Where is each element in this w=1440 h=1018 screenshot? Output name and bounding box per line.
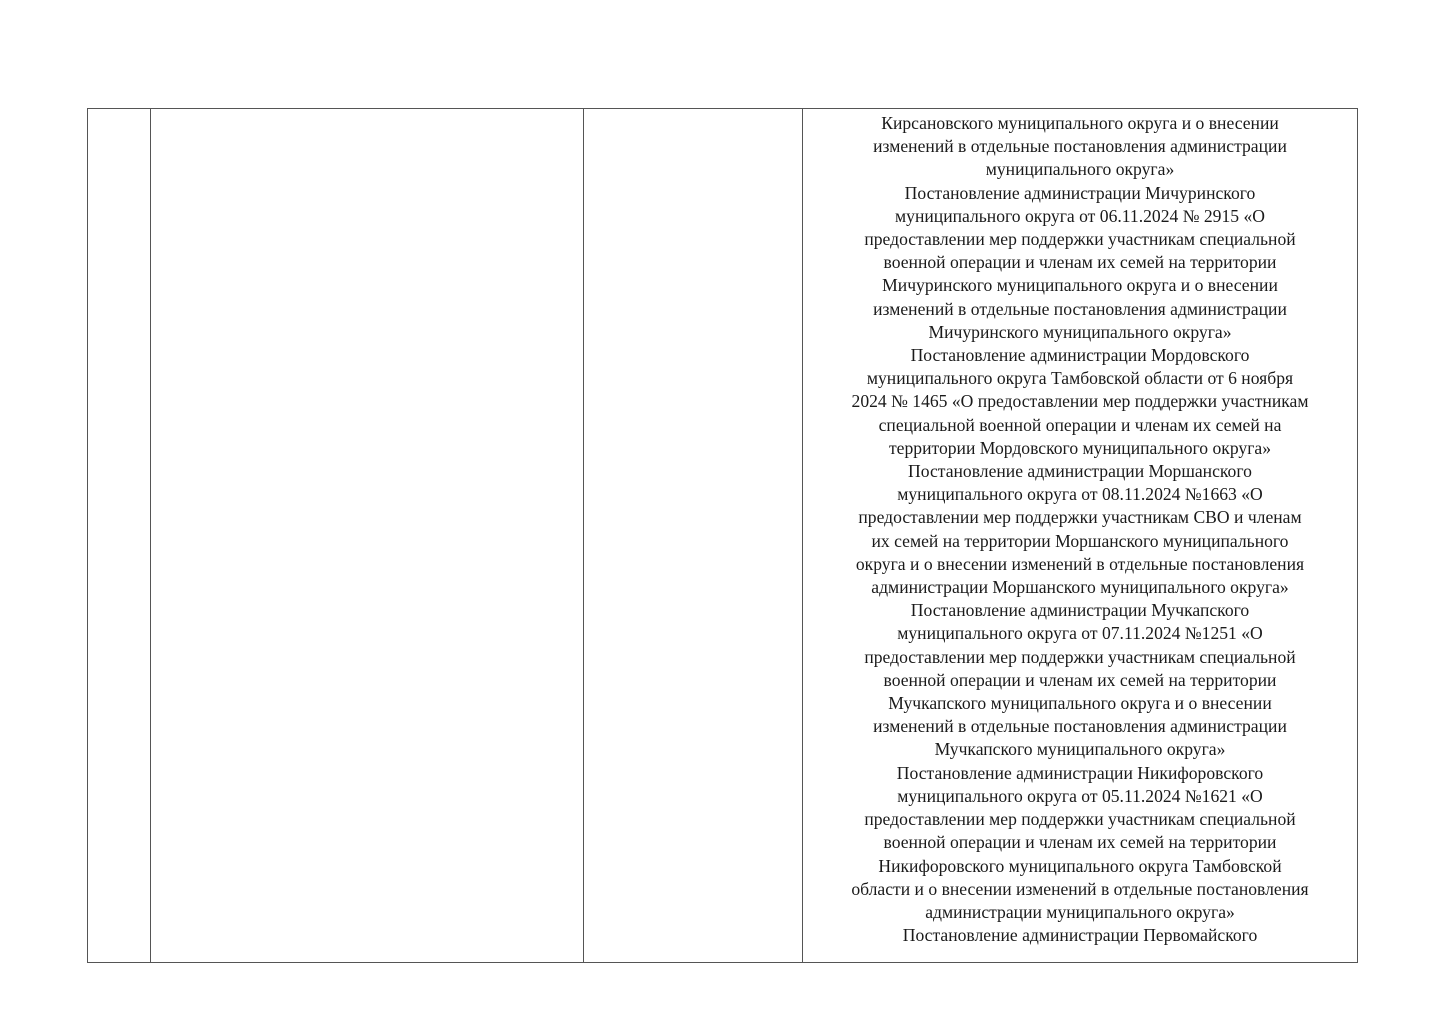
legal-act-line: Мучкапского муниципального округа и о внесении bbox=[888, 693, 1272, 714]
legal-act-line: военной операции и членам их семей на территории bbox=[883, 832, 1277, 853]
table-cell-number bbox=[88, 109, 151, 963]
legal-act-line: муниципального округа от 07.11.2024 №1251 «О bbox=[897, 623, 1263, 644]
legal-act-line: муниципального округа» bbox=[985, 159, 1175, 180]
legal-act-line: изменений в отдельные постановления администрации bbox=[873, 298, 1287, 319]
table-cell-details bbox=[584, 109, 803, 963]
legal-act-line: изменений в отдельные постановления администрации bbox=[873, 136, 1287, 157]
legal-act-line: округа и о внесении изменений в отдельные постановления bbox=[855, 553, 1305, 574]
legal-act-line: предоставлении мер поддержки участникам специальной bbox=[864, 809, 1296, 830]
legal-act-line: муниципального округа от 08.11.2024 №1663 «О bbox=[897, 484, 1263, 505]
legal-act-line: администрации Моршанского муниципального округа» bbox=[871, 577, 1289, 598]
legal-act-line: муниципального округа от 05.11.2024 №1621 «О bbox=[897, 785, 1263, 806]
legal-act-line: предоставлении мер поддержки участникам СВО и членам bbox=[858, 507, 1302, 528]
legal-act-line: военной операции и членам их семей на территории bbox=[883, 252, 1277, 273]
table-row bbox=[88, 109, 1358, 963]
legal-act-line: муниципального округа от 06.11.2024 № 2915 «О bbox=[895, 205, 1265, 226]
legal-act-line: их семей на территории Моршанского муниципального bbox=[871, 530, 1289, 551]
legal-act-line: предоставлении мер поддержки участникам специальной bbox=[864, 229, 1296, 250]
legal-acts-text bbox=[803, 109, 1357, 962]
legal-act-line: Постановление администрации Никифоровского bbox=[896, 762, 1264, 783]
legal-act-line: муниципального округа Тамбовской области от 6 ноября bbox=[866, 368, 1294, 389]
legal-act-line: Постановление администрации Мордовского bbox=[910, 345, 1250, 366]
legal-act-line: администрации муниципального округа» bbox=[925, 901, 1235, 922]
legal-act-line: Постановление администрации Моршанского bbox=[908, 461, 1252, 482]
legal-act-line: Постановление администрации Мучкапского bbox=[910, 600, 1250, 621]
legal-act-line: специальной военной операции и членам их семей на bbox=[878, 414, 1282, 435]
legal-act-line: Мучкапского муниципального округа» bbox=[934, 739, 1226, 760]
table-cell-name bbox=[151, 109, 584, 963]
legal-act-line: территории Мордовского муниципального округа» bbox=[888, 437, 1272, 458]
legal-act-line: Постановление администрации Мичуринского bbox=[904, 182, 1256, 203]
legal-act-line: предоставлении мер поддержки участникам специальной bbox=[864, 646, 1296, 667]
legal-act-line: военной операции и членам их семей на территории bbox=[883, 669, 1277, 690]
legal-act-line: Кирсановского муниципального округа и о внесении bbox=[881, 113, 1279, 133]
legal-act-line: Мичуринского муниципального округа и о внесении bbox=[882, 275, 1278, 296]
table-cell-legal-acts bbox=[803, 109, 1358, 963]
legal-act-line: изменений в отдельные постановления администрации bbox=[873, 716, 1287, 737]
legal-act-line: 2024 № 1465 «О предоставлении мер поддержки участникам bbox=[851, 391, 1309, 412]
legal-act-line: Постановление администрации Первомайского bbox=[902, 925, 1258, 946]
legal-act-line: области и о внесении изменений в отдельные постановления bbox=[851, 878, 1309, 899]
legal-act-line: Мичуринского муниципального округа» bbox=[928, 321, 1232, 342]
document-table bbox=[87, 108, 1358, 963]
legal-act-line: Никифоровского муниципального округа Тамбовской bbox=[878, 855, 1282, 876]
